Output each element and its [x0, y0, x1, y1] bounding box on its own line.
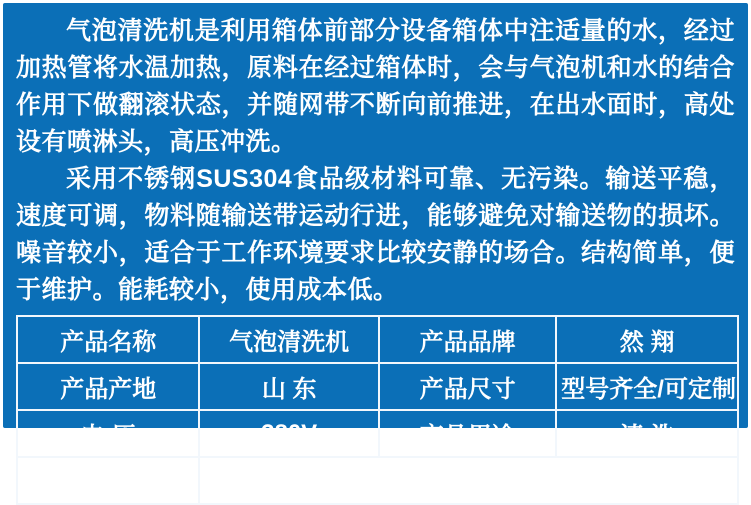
spec-label-size: 产品尺寸 [379, 363, 556, 410]
spec-label-origin: 产品产地 [17, 363, 199, 410]
description-paragraph-2: 采用不锈钢SUS304食品级材料可靠、无污染。输送平稳，速度可调，物料随输送带运动行进，能够避免对输送物的损坏。噪音较小，适合于工作环境要求比较安静的场合。结构简单，便于维护。能耗较小，使用成本低。 [16, 165, 735, 304]
spec-label-product-name: 产品名称 [17, 316, 199, 363]
spec-value-voltage: 380V [199, 410, 379, 457]
spec-value-origin: 山 东 [199, 363, 379, 410]
table-row [17, 363, 738, 410]
spec-table [16, 315, 739, 505]
product-description [16, 13, 735, 309]
spec-label-application: 适用范围 [17, 457, 199, 504]
spec-value-brand: 然 翔 [556, 316, 738, 363]
description-paragraph-1: 气泡清洗机是利用箱体前部分设备箱体中注适量的水，经过加热管将水温加热，原料在经过箱体时，会与气泡机和水的结合作用下做翻滚状态，并随网带不断向前推进，在出水面时，高处设有喷淋头，高压冲洗。 [16, 17, 735, 156]
spec-value-usage: 清 洗 [556, 410, 738, 457]
spec-label-voltage: 电 压 [17, 410, 199, 457]
spec-label-usage: 产品用途 [379, 410, 556, 457]
spec-label-brand: 产品品牌 [379, 316, 556, 363]
table-row [17, 316, 738, 363]
content-area [3, 3, 748, 505]
spec-value-size: 型号齐全/可定制 [556, 363, 738, 410]
spec-value-application: 适用于肉类、海鲜、蔬菜、水果、包装袋等 [199, 457, 738, 504]
spec-value-product-name: 气泡清洗机 [199, 316, 379, 363]
table-row [17, 457, 738, 504]
table-row [17, 410, 738, 457]
